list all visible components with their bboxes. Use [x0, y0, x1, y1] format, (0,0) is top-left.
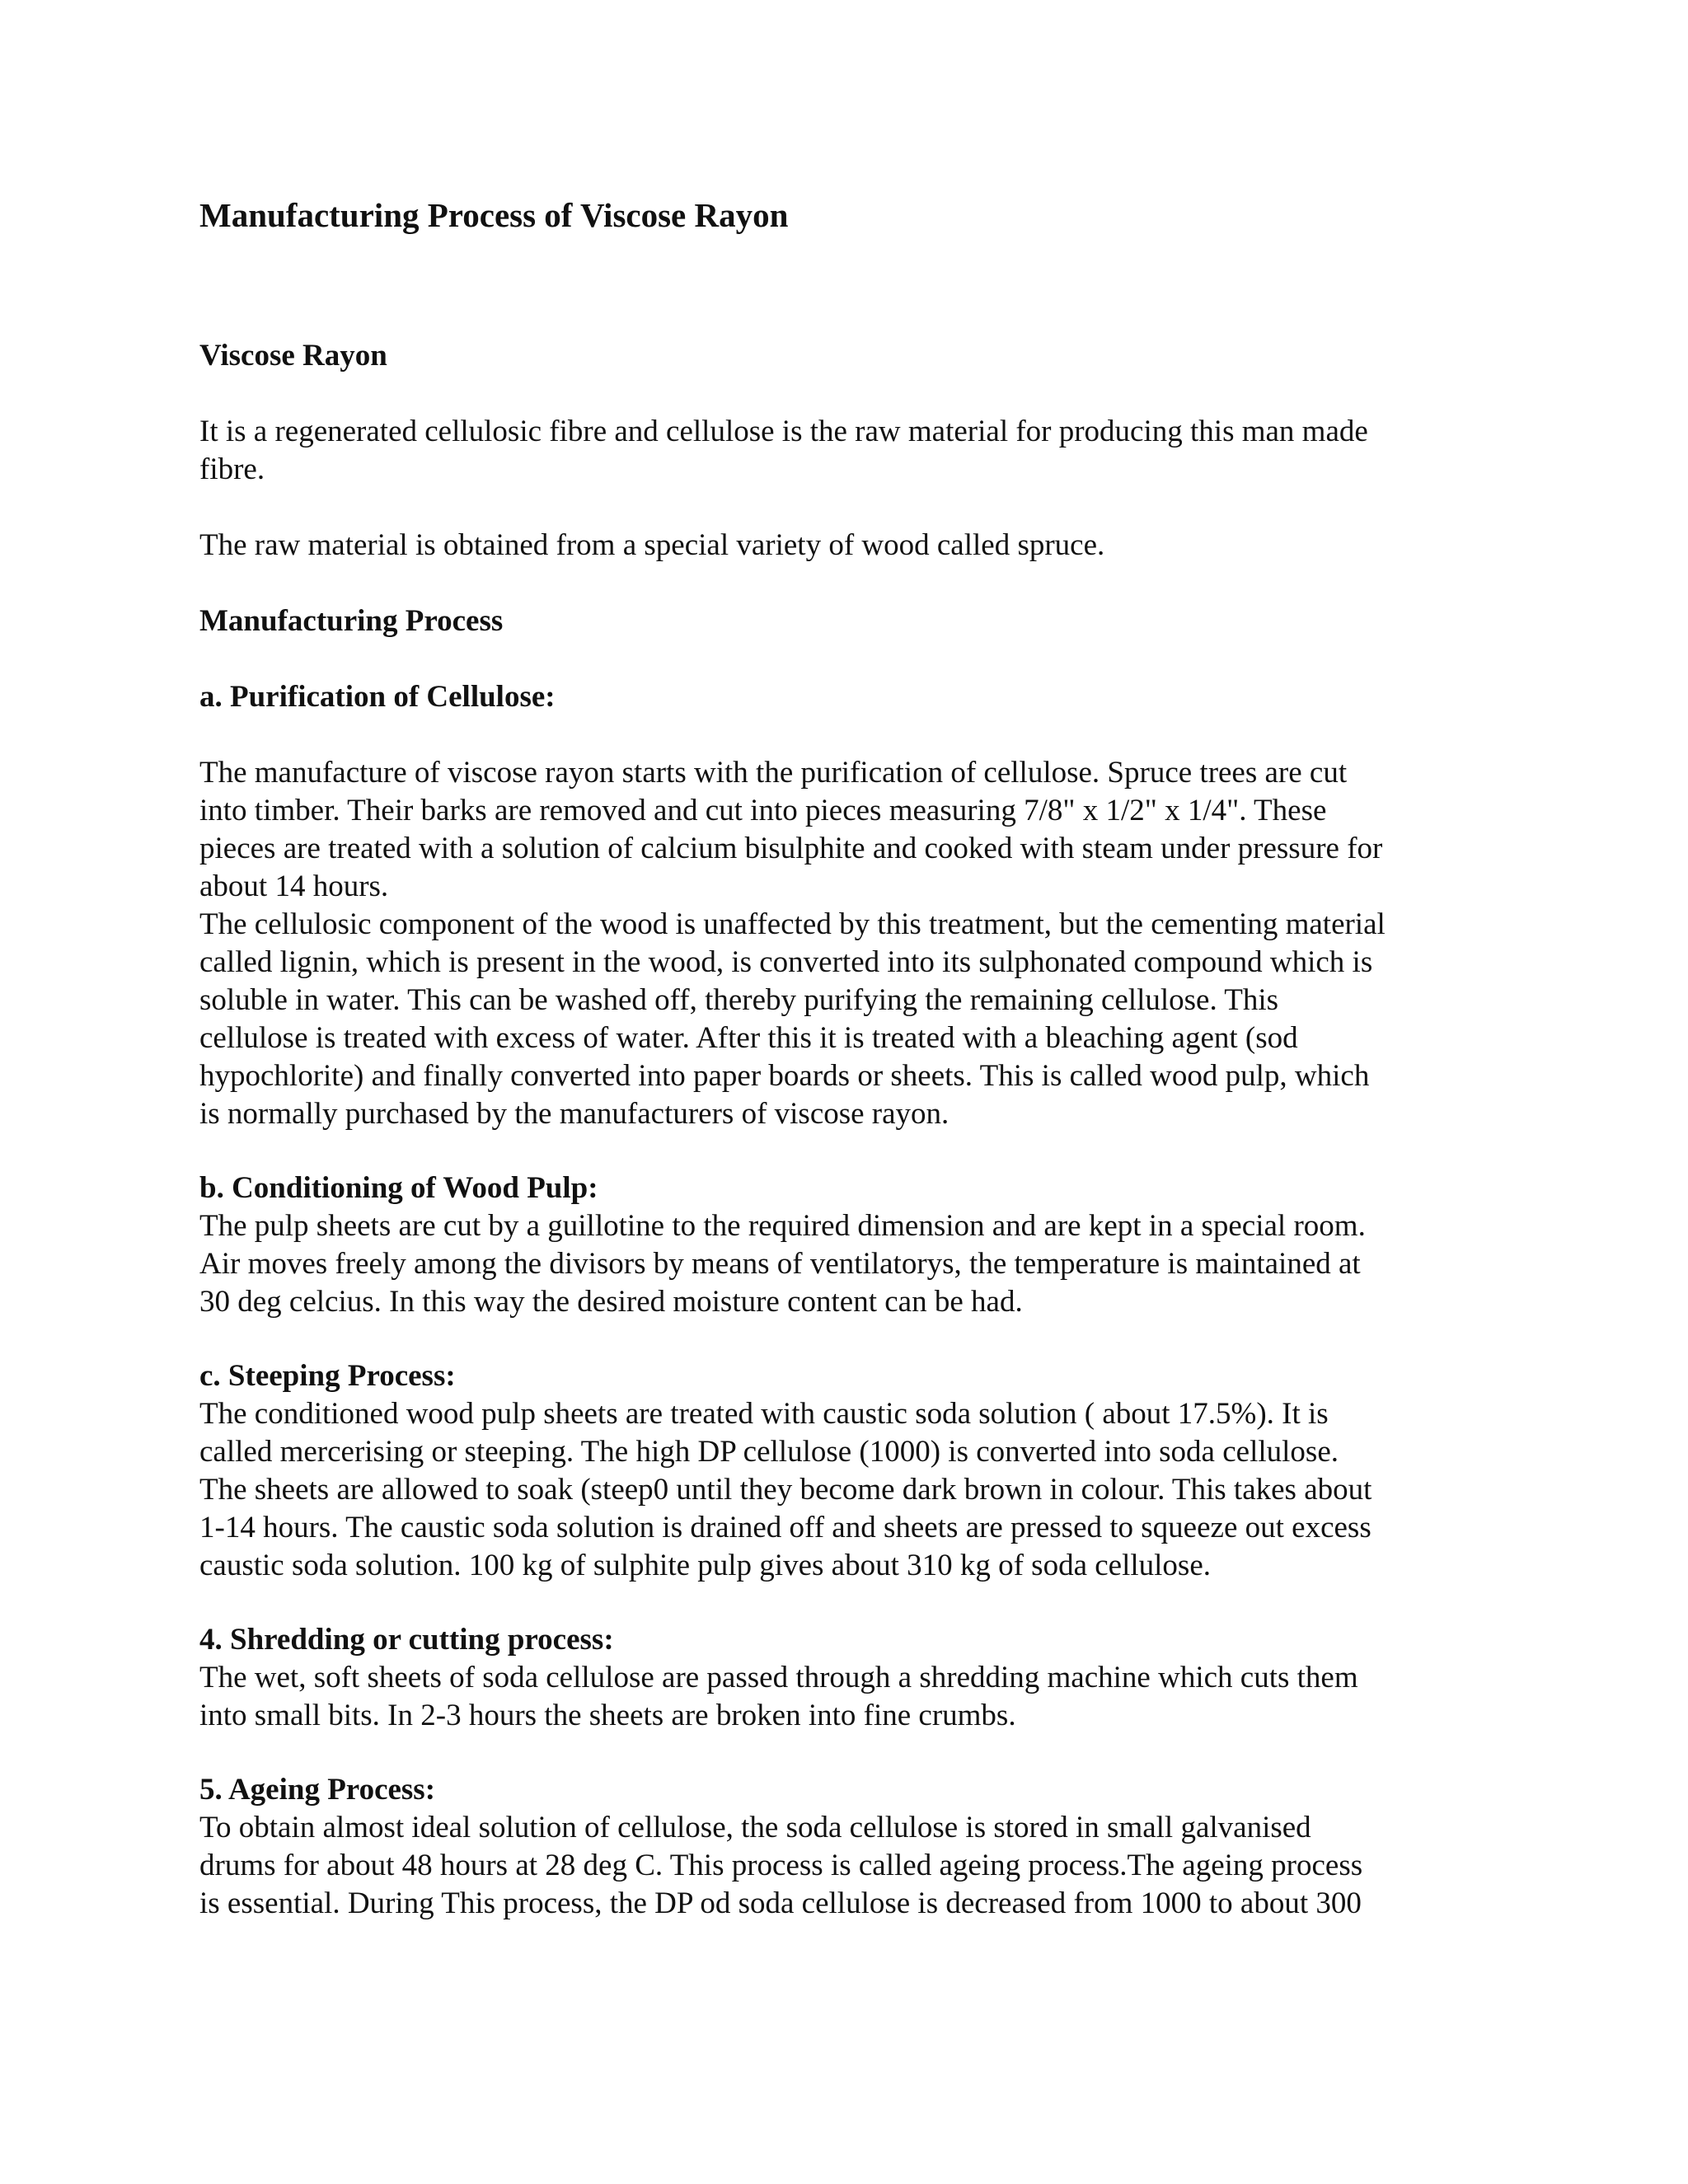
- paragraph-definition: [199, 413, 1485, 489]
- text-line: pieces are treated with a solution of calcium bisulphite and cooked with steam under pressure for: [199, 832, 1383, 865]
- text-line: The conditioned wood pulp sheets are treated with caustic soda solution ( about 17.5%). It is: [199, 1397, 1329, 1431]
- text-line: The raw material is obtained from a special variety of wood called spruce.: [199, 528, 1105, 562]
- text-line: The wet, soft sheets of soda cellulose are passed through a shredding machine which cuts them: [199, 1661, 1358, 1694]
- text-line: about 14 hours.: [199, 869, 389, 903]
- document-content: [199, 194, 1485, 1923]
- text-line: The pulp sheets are cut by a guillotine to the required dimension and are kept in a special room.: [199, 1209, 1366, 1243]
- text-line: hypochlorite) and finally converted into paper boards or sheets. This is called wood pulp, which: [199, 1059, 1370, 1093]
- text-line: The manufacture of viscose rayon starts with the purification of cellulose. Spruce trees are cut: [199, 756, 1348, 790]
- text-line: The cellulosic component of the wood is unaffected by this treatment, but the cementing material: [199, 907, 1386, 941]
- text-line: 30 deg celcius. In this way the desired moisture content can be had.: [199, 1285, 1023, 1319]
- text-line: caustic soda solution. 100 kg of sulphite pulp gives about 310 kg of soda cellulose.: [199, 1549, 1211, 1582]
- text-line: It is a regenerated cellulosic fibre and cellulose is the raw material for producing this man made: [199, 415, 1368, 448]
- section-heading-manufacturing-process: Manufacturing Process: [199, 604, 504, 638]
- text-line: soluble in water. This can be washed off, thereby purifying the remaining cellulose. This: [199, 983, 1279, 1017]
- paragraph-raw-material: [199, 527, 1485, 565]
- page-title: Manufacturing Process of Viscose Rayon: [199, 196, 789, 234]
- text-line: called lignin, which is present in the wood, is converted into its sulphonated compound which is: [199, 945, 1373, 979]
- section-heading-viscose-rayon: Viscose Rayon: [199, 339, 387, 373]
- section-heading-shredding: 4. Shredding or cutting process:: [199, 1623, 614, 1657]
- paragraph-shredding: [199, 1659, 1485, 1735]
- paragraph-steeping: [199, 1395, 1485, 1585]
- text-line: 1-14 hours. The caustic soda solution is drained off and sheets are pressed to squeeze out excess: [199, 1511, 1372, 1544]
- paragraph-conditioning: [199, 1207, 1485, 1321]
- section-heading-steeping: c. Steeping Process:: [199, 1359, 456, 1393]
- paragraph-purification: [199, 754, 1485, 1133]
- paragraph-ageing: [199, 1809, 1485, 1923]
- text-line: To obtain almost ideal solution of cellulose, the soda cellulose is stored in small galvanised: [199, 1811, 1311, 1844]
- text-line: is normally purchased by the manufacturers of viscose rayon.: [199, 1097, 950, 1131]
- text-line: fibre.: [199, 452, 265, 486]
- section-heading-conditioning: b. Conditioning of Wood Pulp:: [199, 1171, 598, 1205]
- section-heading-purification: a. Purification of Cellulose:: [199, 680, 556, 714]
- text-line: into small bits. In 2-3 hours the sheets are broken into fine crumbs.: [199, 1699, 1016, 1732]
- text-line: drums for about 48 hours at 28 deg C. This process is called ageing process.The ageing process: [199, 1849, 1363, 1882]
- text-line: The sheets are allowed to soak (steep0 until they become dark brown in colour. This takes about: [199, 1473, 1372, 1507]
- section-heading-ageing: 5. Ageing Process:: [199, 1773, 436, 1807]
- text-line: cellulose is treated with excess of water. After this it is treated with a bleaching agent (sod: [199, 1021, 1298, 1055]
- text-line: Air moves freely among the divisors by means of ventilatorys, the temperature is maintained at: [199, 1247, 1361, 1281]
- text-line: is essential. During This process, the DP od soda cellulose is decreased from 1000 to about 300: [199, 1886, 1362, 1920]
- text-line: called mercerising or steeping. The high DP cellulose (1000) is converted into soda cellulose.: [199, 1435, 1339, 1469]
- text-line: into timber. Their barks are removed and cut into pieces measuring 7/8" x 1/2" x 1/4". These: [199, 794, 1327, 827]
